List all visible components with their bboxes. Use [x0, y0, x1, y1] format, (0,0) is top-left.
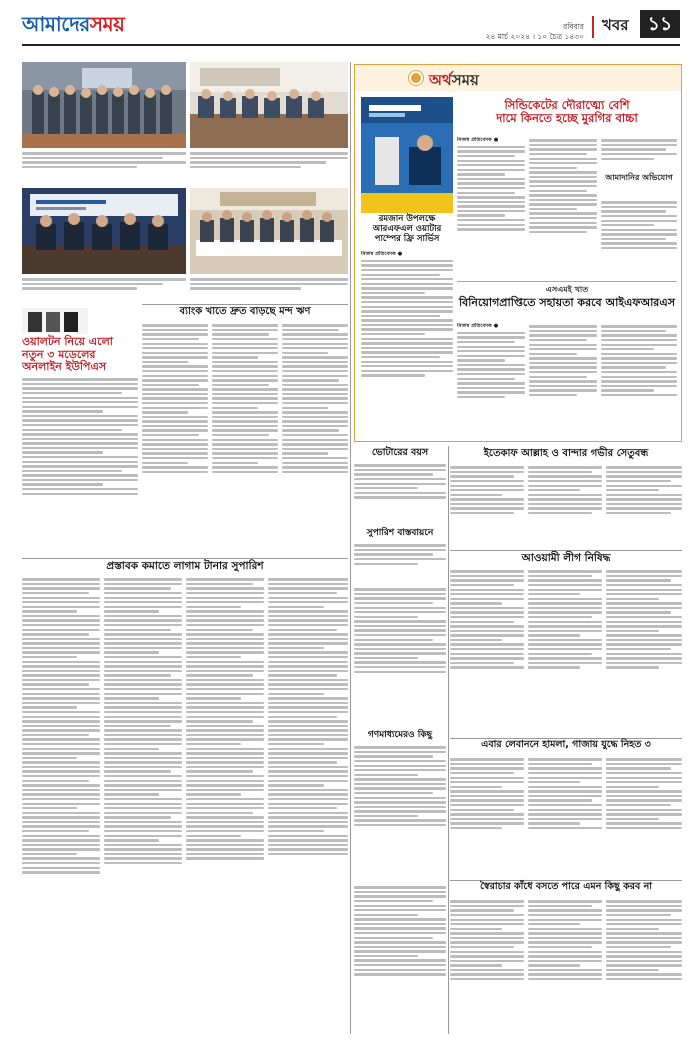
article-body-awami: [450, 568, 524, 736]
article-body-chicks: [601, 137, 677, 171]
article-body-ramadan: [361, 251, 453, 437]
headline-walton-ups[interactable]: [22, 336, 138, 374]
photo-agreement: [22, 188, 186, 274]
article-body-awami: [606, 568, 682, 736]
article-body-proposal: [354, 586, 446, 726]
arthoshomoy-section: [354, 64, 682, 442]
headline-awami-league[interactable]: আওয়ামী লীগ নিষিদ্ধ: [521, 552, 611, 564]
divider: [592, 16, 594, 38]
section-name: খবর: [602, 16, 629, 34]
byline: নিজস্ব প্রতিবেদক ●: [361, 251, 403, 257]
article-body-itikaf: [606, 464, 682, 548]
article-body-budget: [22, 576, 100, 1034]
arthoshomoy-logo: [429, 69, 479, 94]
photo-seminar: [190, 62, 348, 148]
article-body-media: [354, 884, 446, 1034]
headline-line: আরএফএল ওয়াটার: [372, 223, 442, 234]
issue-date-text: ২৪ মার্চ ২০২৪ । ১০ চৈত্র ১৪৩০: [485, 32, 584, 41]
article-body-bank: [282, 322, 348, 552]
kicker-sme: এসএমই খাত: [545, 285, 589, 294]
headline-voter-age[interactable]: ভোটারের বয়স: [371, 447, 429, 458]
headline-budget[interactable]: প্রস্তাবক কমাতে লাগাম টানার সুপারিশ: [106, 560, 264, 572]
article-body-lebanon: [450, 756, 524, 876]
headline-line: অনলাইন ইউপিএস: [22, 360, 107, 374]
photo-ups-product: [22, 308, 88, 334]
subhead-import: আমাদানির অভিযোগ: [605, 173, 673, 182]
headline-line: দামে কিনতে হচ্ছে মুরগির বাচ্চা: [496, 111, 638, 126]
byline: নিজস্ব প্রতিবেদক ●: [457, 137, 499, 143]
article-body-dictator: [528, 898, 602, 1034]
masthead: [0, 0, 700, 46]
logo-text: অর্থ: [429, 71, 452, 89]
article-body-itikaf: [528, 464, 602, 548]
headline-proposal[interactable]: সুপারিশ বাস্তবায়নে: [366, 528, 434, 538]
article-body-proposal: [354, 542, 446, 582]
issue-date: [424, 22, 584, 42]
article-body-dictator: [450, 898, 524, 1034]
article-body-awami: [528, 568, 602, 736]
headline-line: সিন্ডিকেটের দৌরাত্ম্যে বেশি: [504, 98, 630, 112]
headline-itikaf[interactable]: ইতেকাফ আল্লাহ ও বান্দার গভীর সেতুবন্ধ: [483, 448, 649, 459]
photo-officers: [22, 62, 186, 148]
byline: নিজস্ব প্রতিবেদক ●: [457, 323, 499, 329]
article-body-chicks: [457, 137, 525, 277]
photo-caption: [22, 276, 186, 302]
article-body-budget: [268, 576, 348, 1034]
issue-day: রবিবার: [563, 22, 584, 31]
article-body-budget: [104, 576, 182, 1034]
headline-chicks[interactable]: [457, 99, 677, 125]
article-body-sme: [457, 323, 525, 435]
photo-meeting: [190, 188, 348, 274]
headline-dictator[interactable]: স্বৈরাচার কাঁধে বসতে পারে এমন কিছু করব না: [479, 881, 653, 892]
masthead-rule: [22, 44, 680, 46]
section-header: [355, 65, 681, 91]
photo-caption: [190, 150, 348, 182]
headline-line: নতুন ৩ মডেলের: [22, 347, 96, 361]
divider: [457, 281, 677, 282]
article-body-walton: [22, 376, 138, 556]
article-body-voter-age: [354, 462, 446, 526]
page-number: ১১: [640, 10, 680, 38]
headline-sme-ifrs[interactable]: বিনিয়োগপ্রাপ্তিতে সহায়তা করবে আইএফআরএস: [459, 296, 675, 309]
headline-bank-bad-loan[interactable]: ব্যাংক খাতে দ্রুত বাড়ছে মন্দ ঋণ: [179, 306, 311, 317]
article-body-sme: [601, 323, 677, 435]
coin-icon: [409, 71, 423, 85]
article-body-lebanon: [606, 756, 682, 876]
divider: [450, 550, 682, 551]
article-body-bank: [212, 322, 278, 552]
headline-line: রমজান উপলক্ষে: [378, 214, 436, 224]
logo-text: সময়: [451, 71, 479, 89]
article-body-sme: [529, 323, 597, 435]
logo-text-red: সময়: [89, 12, 125, 36]
article-body-media: [354, 744, 446, 880]
headline-line: ওয়ালটন নিয়ে এলো: [22, 335, 113, 348]
divider: [142, 304, 348, 305]
article-body-bank: [142, 322, 208, 552]
photo-caption: [190, 276, 348, 302]
article-body-chicks: [529, 137, 597, 277]
column-rule: [350, 62, 351, 1034]
headline-lebanon-gaza[interactable]: এবার লেবাননে হামলা, গাজায় যুদ্ধে নিহত ৩: [481, 739, 651, 750]
article-body-dictator: [606, 898, 682, 1034]
logo-text-blue: আমাদের: [22, 12, 90, 36]
article-body-lebanon: [528, 756, 602, 876]
headline-ramadan-rfl[interactable]: [361, 215, 453, 244]
divider: [22, 558, 348, 559]
article-body-itikaf: [450, 464, 524, 548]
headline-media[interactable]: গণমাধ্যমেরও কিছু: [367, 730, 433, 740]
column-rule: [448, 446, 449, 1034]
photo-caption: [22, 150, 186, 182]
article-body-budget: [186, 576, 264, 1034]
headline-line: পাম্পের ফ্রি সার্ভিস: [374, 233, 440, 244]
newspaper-logo[interactable]: [22, 10, 124, 43]
photo-rfl-pump: [361, 97, 453, 213]
article-body-chicks: [601, 199, 677, 279]
